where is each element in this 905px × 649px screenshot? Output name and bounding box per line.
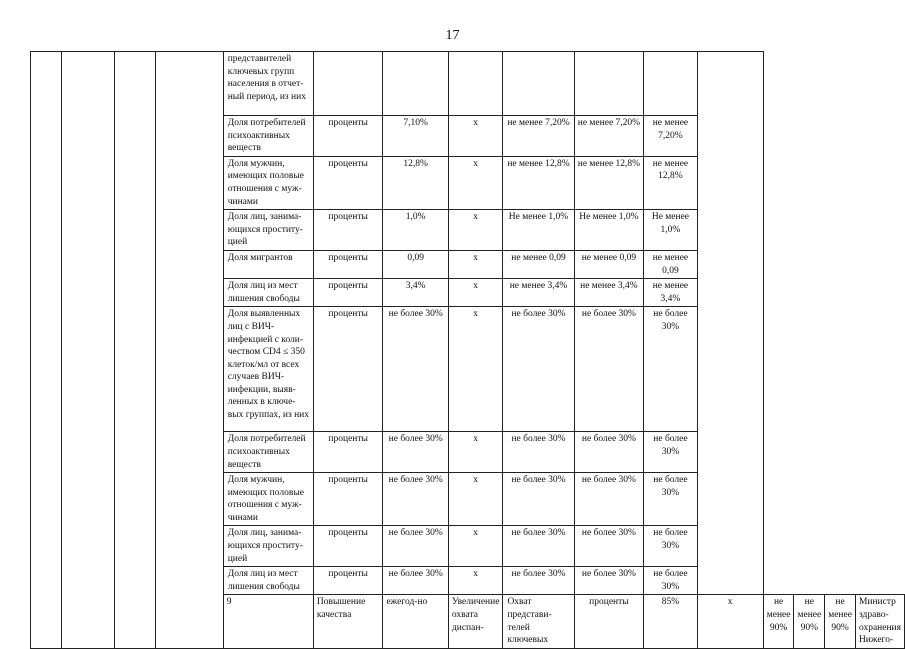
year2-value-cell: не более 30%: [574, 307, 644, 432]
indicator-cell: Доля выявленных лиц с ВИЧ-инфекцией с коли-чеством CD4 ≤ 350 клеток/мл от всех случаев ВИЧ-инфекции, выяв-ленных в ключе-вых группах, из них: [223, 307, 313, 432]
unit-cell: проценты: [313, 116, 383, 157]
base-value-cell: 1,0%: [383, 210, 448, 251]
year1-value-cell: не менее 7,20%: [503, 116, 574, 157]
indicator-cell: Доля потребителей психоактивных веществ: [223, 116, 313, 157]
year1-value-cell: не менее 90%: [763, 595, 794, 648]
year2-value-cell: не более 30%: [574, 526, 644, 567]
year2-value-cell: не менее 12,8%: [574, 156, 644, 209]
num-cell: [31, 52, 62, 649]
year1-value-cell: не менее 12,8%: [503, 156, 574, 209]
base-value-cell: не более 30%: [383, 473, 448, 526]
indicator-cell: Доля потребителей психоактивных веществ: [223, 432, 313, 473]
unit-cell: проценты: [313, 432, 383, 473]
base-value-cell: 85%: [644, 595, 697, 648]
year2-value-cell: не более 30%: [574, 567, 644, 595]
base-value-cell: не более 30%: [383, 307, 448, 432]
base-value-cell: 0,09: [383, 250, 448, 278]
year1-value-cell: не менее 0,09: [503, 250, 574, 278]
year2-value-cell: не менее 0,09: [574, 250, 644, 278]
year1-value-cell: Не менее 1,0%: [503, 210, 574, 251]
year3-value-cell: не более 30%: [644, 526, 697, 567]
x-cell: x: [448, 116, 503, 157]
unit-cell: проценты: [313, 526, 383, 567]
indicator-cell: Доля лиц, занима-ющихся проститу-цией: [223, 526, 313, 567]
year3-value-cell: не более 30%: [644, 567, 697, 595]
year2-value-cell: не менее 7,20%: [574, 116, 644, 157]
year3-value-cell: не менее 7,20%: [644, 116, 697, 157]
year1-value-cell: не более 30%: [503, 567, 574, 595]
indicator-cell: Доля мигрантов: [223, 250, 313, 278]
x-cell: x: [448, 307, 503, 432]
row-number-cell: 9: [223, 595, 313, 648]
unit-cell: проценты: [313, 307, 383, 432]
x-cell: x: [448, 250, 503, 278]
year1-value-cell: не более 30%: [503, 526, 574, 567]
year2-value-cell: не более 30%: [574, 432, 644, 473]
year1-value-cell: не более 30%: [503, 307, 574, 432]
unit-cell: [313, 52, 383, 116]
unit-cell: проценты: [313, 473, 383, 526]
indicator-cell: Охват представи-телей ключевых: [503, 595, 574, 648]
x-cell: [448, 52, 503, 116]
task-cell: [155, 52, 223, 649]
base-value-cell: 3,4%: [383, 279, 448, 307]
table-body: [31, 52, 905, 649]
responsible-cell: Министр здраво-охранения Нижего-: [855, 595, 904, 648]
base-value-cell: не более 30%: [383, 526, 448, 567]
indicators-table: [30, 51, 905, 649]
unit-cell: проценты: [313, 279, 383, 307]
year1-value-cell: не более 30%: [503, 432, 574, 473]
year1-value-cell: не менее 3,4%: [503, 279, 574, 307]
table-row: [31, 52, 905, 116]
base-value-cell: не более 30%: [383, 432, 448, 473]
x-cell: x: [448, 279, 503, 307]
unit-cell: проценты: [574, 595, 644, 648]
page-number: 17: [445, 28, 460, 43]
year3-value-cell: не менее 90%: [825, 595, 856, 648]
unit-cell: проценты: [313, 567, 383, 595]
base-value-cell: 7,10%: [383, 116, 448, 157]
goal-cell: Повышение качества: [313, 595, 383, 648]
base-value-cell: 12,8%: [383, 156, 448, 209]
indicator-cell: представителей ключевых групп населения в отчет-ный период, из них: [223, 52, 313, 116]
year3-value-cell: Не менее 1,0%: [644, 210, 697, 251]
base-value-cell: не более 30%: [383, 567, 448, 595]
goal-cell: [61, 52, 115, 649]
x-cell: x: [448, 526, 503, 567]
indicator-cell: Доля мужчин, имеющих половые отношения с муж-чинами: [223, 156, 313, 209]
indicator-cell: Доля лиц из мест лишения свободы: [223, 567, 313, 595]
year2-value-cell: не менее 3,4%: [574, 279, 644, 307]
year2-value-cell: [574, 52, 644, 116]
x-cell: x: [448, 156, 503, 209]
year3-value-cell: не менее 12,8%: [644, 156, 697, 209]
period-cell: ежегод-но: [383, 595, 448, 648]
year3-value-cell: не менее 0,09: [644, 250, 697, 278]
year3-value-cell: не более 30%: [644, 432, 697, 473]
base-value-cell: [383, 52, 448, 116]
year1-value-cell: не более 30%: [503, 473, 574, 526]
task-cell: Увеличение охвата диспан-: [448, 595, 503, 648]
year2-value-cell: не более 30%: [574, 473, 644, 526]
x-cell: x: [448, 473, 503, 526]
indicator-cell: Доля лиц из мест лишения свободы: [223, 279, 313, 307]
responsible-cell: [697, 52, 763, 595]
indicator-cell: Доля лиц, занима-ющихся проститу-цией: [223, 210, 313, 251]
unit-cell: проценты: [313, 156, 383, 209]
year3-value-cell: не более 30%: [644, 307, 697, 432]
x-cell: x: [448, 432, 503, 473]
unit-cell: проценты: [313, 210, 383, 251]
x-cell: x: [448, 210, 503, 251]
period-cell: [115, 52, 156, 649]
year2-value-cell: не менее 90%: [794, 595, 825, 648]
indicator-cell: Доля мужчин, имеющих половые отношения с муж-чинами: [223, 473, 313, 526]
year3-value-cell: [644, 52, 697, 116]
x-cell: x: [697, 595, 763, 648]
year3-value-cell: не более 30%: [644, 473, 697, 526]
year3-value-cell: не менее 3,4%: [644, 279, 697, 307]
x-cell: x: [448, 567, 503, 595]
year2-value-cell: Не менее 1,0%: [574, 210, 644, 251]
unit-cell: проценты: [313, 250, 383, 278]
year1-value-cell: [503, 52, 574, 116]
